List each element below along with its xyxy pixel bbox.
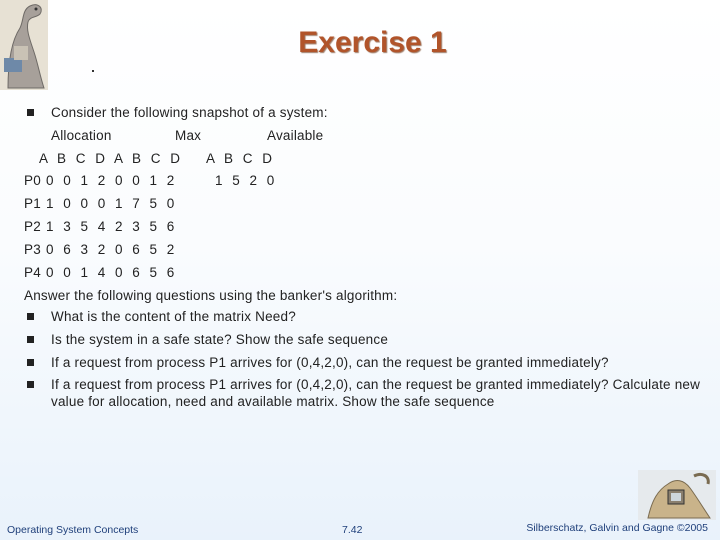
dinosaur-computer-icon bbox=[638, 470, 716, 520]
available-values: 1 5 2 0 bbox=[215, 173, 278, 188]
row-p0-label: P0 bbox=[24, 173, 41, 188]
intro-text: Consider the following snapshot of a system: bbox=[51, 105, 328, 120]
question-4-line2: value for allocation, need and available matrix. Show the safe sequence bbox=[51, 394, 495, 409]
bullet-icon bbox=[27, 381, 34, 388]
row-p3-label: P3 bbox=[24, 242, 41, 257]
row-p3-values: 0 6 3 2 0 6 5 2 bbox=[46, 242, 178, 257]
row-p1-values: 1 0 0 0 1 7 5 0 bbox=[46, 196, 178, 211]
row-p2-label: P2 bbox=[24, 219, 41, 234]
row-p0-values: 0 0 1 2 0 0 1 2 bbox=[46, 173, 178, 188]
header-allocation: Allocation bbox=[51, 128, 112, 143]
row-p4-label: P4 bbox=[24, 265, 41, 280]
footer-page-number: 7.42 bbox=[342, 524, 363, 536]
header-max: Max bbox=[175, 128, 202, 143]
footer-right: Silberschatz, Galvin and Gagne ©2005 bbox=[526, 522, 708, 534]
row-p1-label: P1 bbox=[24, 196, 41, 211]
bullet-icon bbox=[27, 359, 34, 366]
footer-left: Operating System Concepts bbox=[7, 524, 139, 536]
question-3: If a request from process P1 arrives for (0,4,2,0), can the request be granted immediately? bbox=[51, 355, 609, 370]
subheader-allocation-max: A B C D A B C D bbox=[39, 151, 184, 166]
stray-dot bbox=[92, 70, 94, 72]
row-p4-values: 0 0 1 4 0 6 5 6 bbox=[46, 265, 178, 280]
subheader-available: A B C D bbox=[206, 151, 276, 166]
row-p2-values: 1 3 5 4 2 3 5 6 bbox=[46, 219, 178, 234]
question-1: What is the content of the matrix Need? bbox=[51, 309, 296, 324]
header-available: Available bbox=[267, 128, 324, 143]
question-4-line1: If a request from process P1 arrives for (0,4,2,0), can the request be granted immediately? Calculate new bbox=[51, 377, 701, 392]
bullet-icon bbox=[27, 313, 34, 320]
page-title: Exercise 1 bbox=[298, 26, 447, 59]
question-2: Is the system in a safe state? Show the safe sequence bbox=[51, 332, 389, 347]
bullet-icon bbox=[27, 109, 34, 116]
prompt-text: Answer the following questions using the banker's algorithm: bbox=[24, 288, 398, 303]
bullet-icon bbox=[27, 336, 34, 343]
